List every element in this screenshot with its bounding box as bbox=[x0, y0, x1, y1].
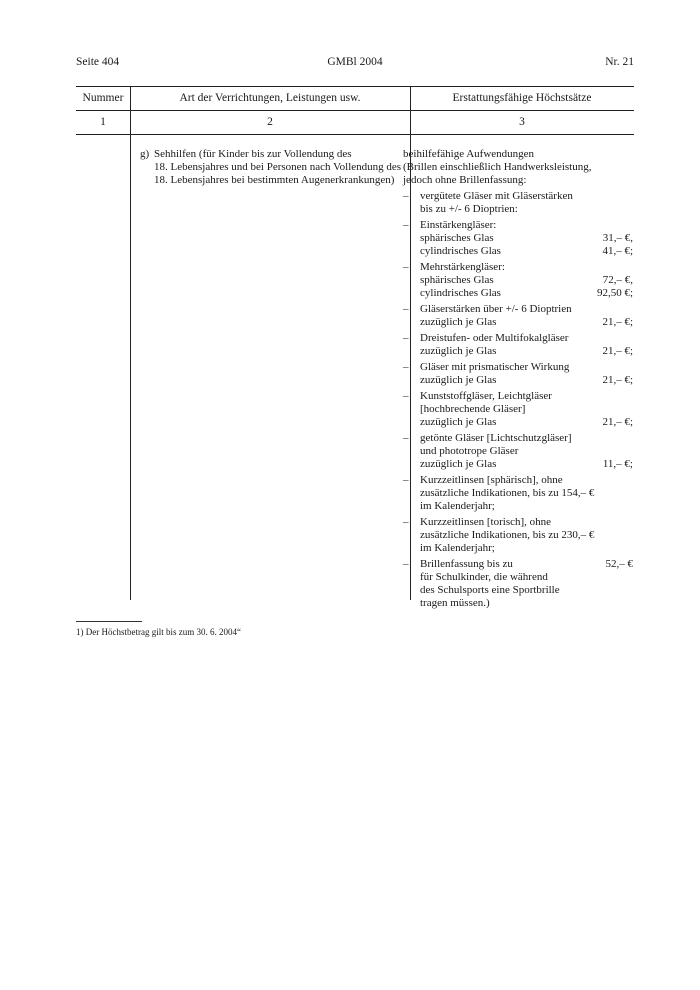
rate-item bbox=[403, 190, 633, 216]
rate-line bbox=[403, 345, 633, 358]
rate-text: im Kalenderjahr; bbox=[420, 500, 495, 512]
rate-text: cylindrisches Glas bbox=[420, 287, 501, 299]
rate-text: getönte Gläser [Lichtschutzgläser] bbox=[420, 432, 572, 444]
rate-text: Dreistufen- oder Multifokalgläser bbox=[420, 332, 569, 344]
rate-item bbox=[403, 516, 633, 555]
rate-price: 92,50 €; bbox=[596, 287, 633, 299]
rate-line bbox=[403, 432, 633, 445]
rate-line bbox=[403, 584, 633, 597]
rate-line bbox=[403, 303, 633, 316]
dash-bullet: – bbox=[403, 190, 409, 202]
dash-bullet: – bbox=[403, 558, 409, 570]
rate-line bbox=[403, 529, 633, 542]
rate-price: 31,– €, bbox=[602, 232, 633, 244]
rate-text: tragen müssen.) bbox=[420, 597, 490, 609]
rate-line bbox=[403, 261, 633, 274]
rate-text: Kurzzeitlinsen [sphärisch], ohne bbox=[420, 474, 563, 486]
journal-title: GMBl 2004 bbox=[327, 56, 383, 68]
rate-text: zusätzliche Indikationen, bis zu 154,– € bbox=[420, 487, 595, 499]
table-rule-header bbox=[76, 110, 634, 111]
rate-line bbox=[403, 219, 633, 232]
rate-price: 41,– €; bbox=[602, 245, 633, 257]
rate-price: 21,– €; bbox=[602, 345, 633, 357]
rate-text: zuzüglich je Glas bbox=[420, 374, 497, 386]
column-header-maximum-rates: Erstattungsfähige Höchstsätze bbox=[452, 92, 592, 104]
rate-item bbox=[403, 219, 633, 258]
column-header-service: Art der Verrichtungen, Leistungen usw. bbox=[179, 92, 361, 104]
rate-line bbox=[403, 571, 633, 584]
rate-text: für Schulkinder, die während bbox=[420, 571, 548, 583]
rate-item bbox=[403, 261, 633, 300]
rate-text: bis zu +/- 6 Dioptrien: bbox=[420, 203, 518, 215]
dash-bullet: – bbox=[403, 432, 409, 444]
rate-line bbox=[403, 232, 633, 245]
service-description bbox=[140, 148, 410, 187]
rate-line bbox=[403, 203, 633, 216]
rate-line bbox=[403, 542, 633, 555]
rate-line bbox=[403, 458, 633, 471]
item-marker: g) bbox=[140, 148, 150, 160]
rate-text: zuzüglich je Glas bbox=[420, 458, 497, 470]
rate-line bbox=[403, 597, 633, 610]
dash-bullet: – bbox=[403, 303, 409, 315]
rate-price: 21,– €; bbox=[602, 374, 633, 386]
rate-text: [hochbrechende Gläser] bbox=[420, 403, 526, 415]
rate-text: sphärisches Glas bbox=[420, 232, 494, 244]
rate-text: vergütete Gläser mit Gläserstärken bbox=[420, 190, 573, 202]
dash-bullet: – bbox=[403, 474, 409, 486]
table-rule-top bbox=[76, 86, 634, 87]
rate-item bbox=[403, 390, 633, 429]
column-divider-1 bbox=[130, 86, 131, 600]
table-rule-numbers bbox=[76, 134, 634, 135]
rate-line bbox=[403, 274, 633, 287]
rate-text: zusätzliche Indikationen, bis zu 230,– € bbox=[420, 529, 595, 541]
rate-line bbox=[403, 374, 633, 387]
rate-text: des Schulsports eine Sportbrille bbox=[420, 584, 560, 596]
dash-bullet: – bbox=[403, 332, 409, 344]
dash-bullet: – bbox=[403, 219, 409, 231]
rate-item bbox=[403, 303, 633, 329]
dash-bullet: – bbox=[403, 261, 409, 273]
intro-line: beihilfefähige Aufwendungen bbox=[403, 148, 535, 160]
rate-price: 52,– € bbox=[605, 558, 633, 570]
rate-item bbox=[403, 474, 633, 513]
maximum-rates-list bbox=[403, 148, 633, 610]
rate-line bbox=[403, 403, 633, 416]
rate-text: Brillenfassung bis zu bbox=[420, 558, 513, 570]
column-number-3: 3 bbox=[519, 116, 525, 128]
rate-text: im Kalenderjahr; bbox=[420, 542, 495, 554]
rate-line bbox=[403, 558, 633, 571]
dash-bullet: – bbox=[403, 516, 409, 528]
footnote-rule bbox=[76, 621, 142, 622]
rate-item bbox=[403, 332, 633, 358]
dash-bullet: – bbox=[403, 361, 409, 373]
rate-line bbox=[403, 332, 633, 345]
column-number-2: 2 bbox=[267, 116, 273, 128]
rate-text: Gläserstärken über +/- 6 Dioptrien bbox=[420, 303, 572, 315]
rate-text: und phototrope Gläser bbox=[420, 445, 519, 457]
footnote: 1) Der Höchstbetrag gilt bis zum 30. 6. 2004“ bbox=[76, 627, 241, 637]
rate-text: zuzüglich je Glas bbox=[420, 345, 497, 357]
service-line: 18. Lebensjahres bei bestimmten Augenerkrankungen) bbox=[154, 174, 395, 186]
rate-line bbox=[403, 316, 633, 329]
rate-item bbox=[403, 361, 633, 387]
rate-text: cylindrisches Glas bbox=[420, 245, 501, 257]
rate-line bbox=[403, 361, 633, 374]
rate-line bbox=[403, 416, 633, 429]
rate-item bbox=[403, 558, 633, 610]
rate-price: 72,– €, bbox=[602, 274, 633, 286]
rate-text: zuzüglich je Glas bbox=[420, 416, 497, 428]
rate-line bbox=[403, 445, 633, 458]
reimbursement-table bbox=[76, 86, 634, 609]
rate-price: 11,– €; bbox=[602, 458, 633, 470]
dash-bullet: – bbox=[403, 390, 409, 402]
rate-line bbox=[403, 245, 633, 258]
rate-line bbox=[403, 474, 633, 487]
rate-line bbox=[403, 487, 633, 500]
page-number: Seite 404 bbox=[76, 56, 120, 68]
intro-line: jedoch ohne Brillenfassung: bbox=[403, 174, 527, 186]
rate-text: sphärisches Glas bbox=[420, 274, 494, 286]
rate-price: 21,– €; bbox=[602, 416, 633, 428]
page-header bbox=[76, 56, 634, 72]
rate-line bbox=[403, 516, 633, 529]
issue-number: Nr. 21 bbox=[605, 56, 634, 68]
column-number-1: 1 bbox=[100, 116, 106, 128]
rate-line bbox=[403, 287, 633, 300]
rate-line bbox=[403, 500, 633, 513]
rate-text: Gläser mit prismatischer Wirkung bbox=[420, 361, 570, 373]
rate-item bbox=[403, 432, 633, 471]
rate-line bbox=[403, 390, 633, 403]
service-line: 18. Lebensjahres und bei Personen nach Vollendung des bbox=[154, 161, 402, 173]
rate-price: 21,– €; bbox=[602, 316, 633, 328]
rate-text: Einstärkengläser: bbox=[420, 219, 497, 231]
rate-text: Kurzzeitlinsen [torisch], ohne bbox=[420, 516, 552, 528]
service-line: Sehhilfen (für Kinder bis zur Vollendung des bbox=[154, 148, 352, 160]
rate-text: Kunststoffgläser, Leichtgläser bbox=[420, 390, 552, 402]
rate-text: zuzüglich je Glas bbox=[420, 316, 497, 328]
rate-line bbox=[403, 190, 633, 203]
column-header-number: Nummer bbox=[82, 92, 124, 104]
rate-text: Mehrstärkengläser: bbox=[420, 261, 505, 273]
intro-line: (Brillen einschließlich Handwerksleistung, bbox=[403, 161, 592, 173]
